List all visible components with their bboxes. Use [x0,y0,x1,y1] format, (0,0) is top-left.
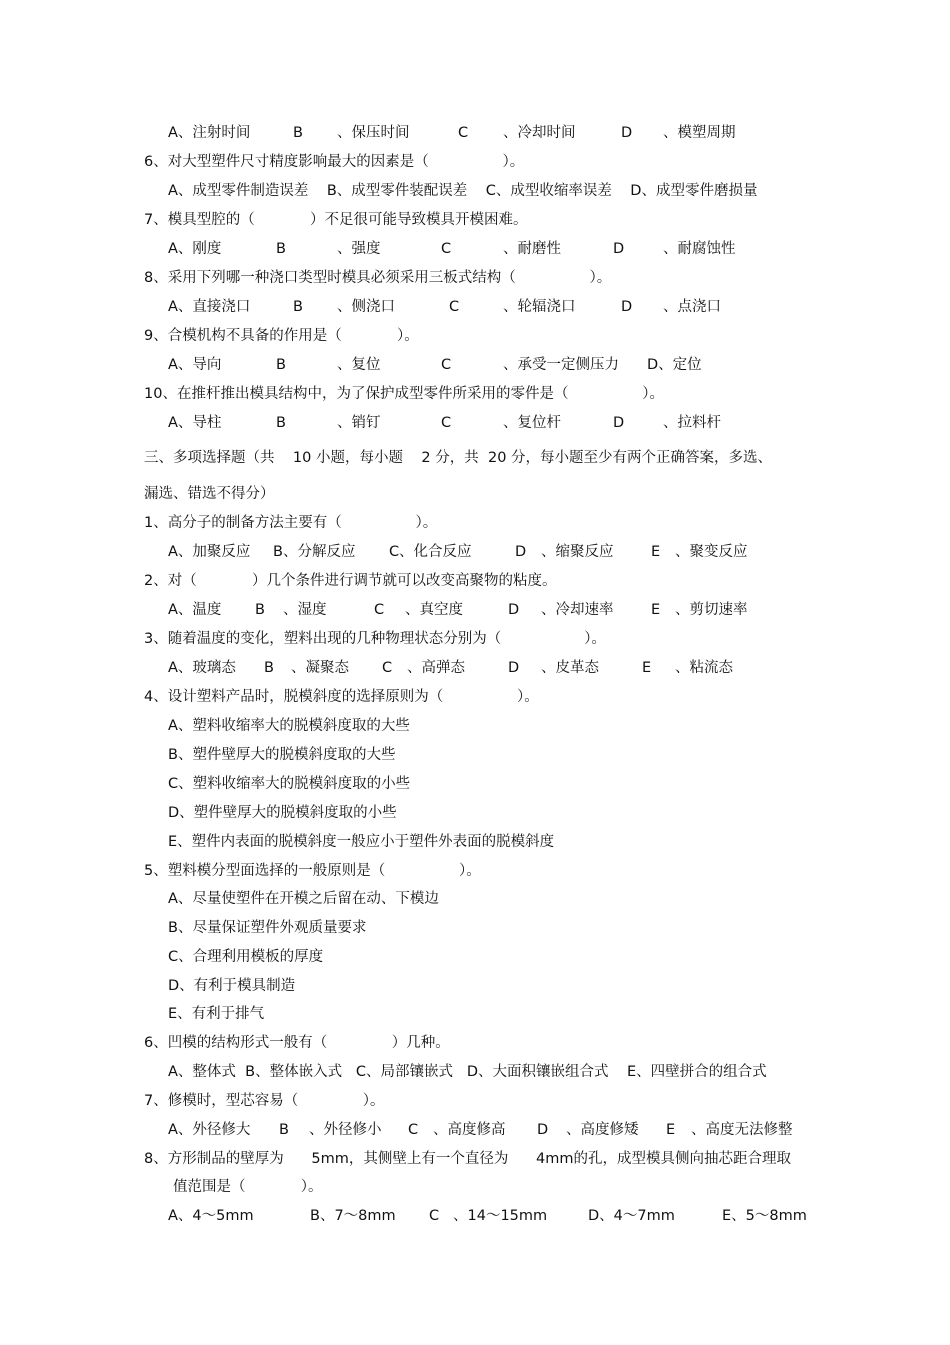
question-text: 1、高分子的制备方法主要有（ ）。 [144,515,438,531]
option-text: 、强度 [337,241,381,257]
option-text: B、尽量保证塑件外观质量要求 [168,920,367,936]
option-text: D [613,415,625,431]
option-text: B、塑件壁厚大的脱模斜度取的大些 [168,747,396,763]
option-text: B [293,125,303,141]
option-text: B [276,357,286,373]
option-text: C、塑料收缩率大的脱模斜度取的小些 [168,776,411,792]
option-text: 、侧浇口 [337,299,395,315]
option-text: C [441,415,452,431]
option-text: B [279,1122,289,1138]
option-text: 、高度修高 [433,1122,506,1138]
option-text: A、塑料收缩率大的脱模斜度取的大些 [168,718,410,734]
option-text: 、销钉 [337,415,381,431]
option-text: 、分解反应 [283,544,356,560]
option-text: 、模塑周期 [663,125,736,141]
option-text: 、皮革态 [541,660,599,676]
option-text: C [374,602,385,618]
option-text: 、高弹态 [407,660,465,676]
option-text: E [642,660,652,676]
option-text: C [441,357,452,373]
option-text: 、冷却速率 [541,602,614,618]
question-text: 3、随着温度的变化，塑料出现的几种物理状态分别为（ ）。 [144,631,606,647]
option-text: A、加聚反应 [168,544,251,560]
option-text: B、7～8mm [310,1208,396,1224]
option-text: C [449,299,460,315]
option-text: 、复位 [337,357,381,373]
option-text: C [389,544,400,560]
option-text: C、合理利用模板的厚度 [168,949,324,965]
option-text: A、温度 [168,602,222,618]
option-text: 、14～15mm [453,1208,548,1224]
option-text: 、轮辐浇口 [503,299,576,315]
option-text: C [429,1208,440,1224]
option-row [0,1206,950,1226]
option-text: C [458,125,469,141]
option-text: 、剪切速率 [675,602,748,618]
option-row [0,658,950,678]
option-row [0,123,950,143]
option-text: C [441,241,452,257]
question-text: 5、塑料模分型面选择的一般原则是（ ）。 [144,863,481,879]
option-text: 、冷却时间 [503,125,576,141]
option-text: A、外径修大 [168,1122,251,1138]
option-text: 、真空度 [405,602,463,618]
option-text: A、刚度 [168,241,222,257]
option-text: 、凝聚态 [291,660,349,676]
question-text: 8、方形制品的壁厚为 5mm，其侧壁上有一个直径为 4mm的孔，成型模具侧向抽芯距合理取 [144,1151,791,1167]
question-text: 8、采用下列哪一种浇口类型时模具必须采用三板式结构（ ）。 [144,270,612,286]
option-text: A、注射时间 [168,125,251,141]
option-text: C [408,1122,419,1138]
option-text: 、粘流态 [675,660,733,676]
option-text: D [515,544,527,560]
option-text: 、点浇口 [663,299,721,315]
option-text: C [382,660,393,676]
option-text: 、耐腐蚀性 [663,241,736,257]
option-text: 、复位杆 [503,415,561,431]
option-text: A、整体式 B、整体嵌入式 C、局部镶嵌式 D、大面积镶嵌组合式 E、四壁拼合的组合式 [168,1064,767,1080]
option-text: D、有利于模具制造 [168,978,296,994]
option-text: 、湿度 [283,602,327,618]
option-text: D [508,602,520,618]
question-text: 2、对（ ）几个条件进行调节就可以改变高聚物的粘度。 [144,573,557,589]
option-text: D、4～7mm [588,1208,675,1224]
question-text: 7、模具型腔的（ ）不足很可能导致模具开模困难。 [144,212,528,228]
question-text: 9、合模机构不具备的作用是（ ）。 [144,328,419,344]
option-text: A、尽量使塑件在开模之后留在动、下模边 [168,891,439,907]
option-text: A、导向 [168,357,222,373]
option-text: B [276,415,286,431]
option-text: D [621,125,633,141]
option-text: D [537,1122,549,1138]
option-text: B [276,241,286,257]
option-text: D [508,660,520,676]
option-text: 、缩聚反应 [541,544,614,560]
option-text: B [273,544,283,560]
question-text: 漏选、错选不得分） [144,486,275,502]
option-row [0,239,950,259]
option-text: E、有利于排气 [168,1006,265,1022]
option-text: 、化合反应 [399,544,472,560]
option-row [0,355,950,375]
question-text: 三、多项选择题（共 10 小题，每小题 2 分，共 20 分，每小题至少有两个正确答案，多选、 [144,450,773,466]
option-text: A、导柱 [168,415,222,431]
question-text: 10、在推杆推出模具结构中，为了保护成型零件所采用的零件是（ ）。 [144,386,664,402]
option-text: A、4～5mm [168,1208,254,1224]
option-text: B [264,660,274,676]
option-row [0,413,950,433]
option-text: 、高度修矮 [566,1122,639,1138]
option-text: E、塑件内表面的脱模斜度一般应小于塑件外表面的脱模斜度 [168,834,555,850]
option-text: A、直接浇口 [168,299,251,315]
question-text: 7、修模时，型芯容易（ ）。 [144,1093,385,1109]
option-text: 、拉料杆 [663,415,721,431]
option-text: 、耐磨性 [503,241,561,257]
question-text: 6、凹模的结构形式一般有（ ）几种。 [144,1035,450,1051]
option-text: D、定位 [647,357,702,373]
option-text: 、外径修小 [309,1122,382,1138]
option-text: 、高度无法修整 [691,1122,793,1138]
question-text: 6、对大型塑件尺寸精度影响最大的因素是（ ）。 [144,154,525,170]
option-row [0,542,950,562]
option-text: E [651,602,661,618]
option-text: E [666,1122,676,1138]
option-text: A、成型零件制造误差 B、成型零件装配误差 C、成型收缩率误差 D、成型零件磨损量 [168,183,758,199]
option-text: B [293,299,303,315]
option-text: 、承受一定侧压力 [503,357,619,373]
option-text: E、5～8mm [722,1208,807,1224]
option-text: D、塑件壁厚大的脱模斜度取的小些 [168,805,397,821]
option-row [0,297,950,317]
option-text: A、玻璃态 [168,660,236,676]
option-text: B [255,602,265,618]
option-text: 值范围是（ ）。 [173,1179,323,1195]
option-row [0,1120,950,1140]
option-text: D [621,299,633,315]
option-text: 、保压时间 [337,125,410,141]
question-text: 4、设计塑料产品时，脱模斜度的选择原则为（ ）。 [144,689,539,705]
option-text: D [613,241,625,257]
option-text: E [651,544,661,560]
option-text: 、聚变反应 [675,544,748,560]
option-row [0,600,950,620]
